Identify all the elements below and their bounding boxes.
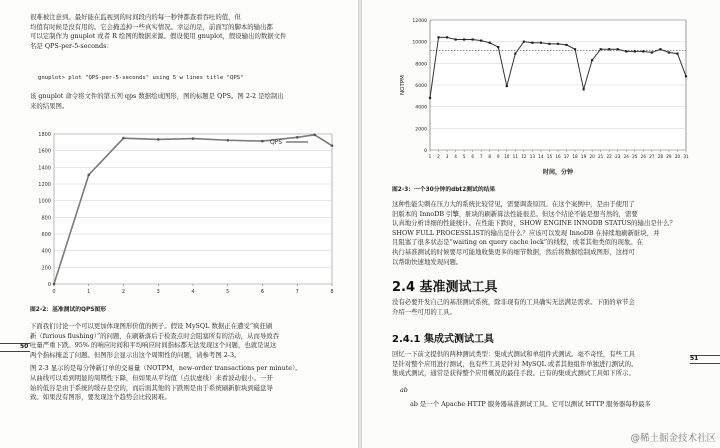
x-tick-label: 24 [623,154,629,159]
left-page [0,0,358,448]
page-number: 50 [20,343,29,350]
x-tick-label: 6 [471,154,475,159]
tool-term: ab [400,386,408,394]
x-tick-label: 7 [295,289,299,295]
x-tick-label: 6 [260,289,265,295]
x-tick-label: 3 [445,154,449,159]
data-point [523,41,525,43]
figure-caption: 图2-3：一个30分钟的dbt2测试的结果 [392,187,496,193]
y-tick-label: 400 [41,248,51,255]
data-point [429,97,431,99]
y-tick-label: 1400 [38,165,51,172]
x-tick-label: 26 [640,154,647,159]
text-line: 认真地分析详细的性能统计。在性能下跌时，SHOW ENGINE INNODB STATUS的输出是什么？ [392,219,676,228]
data-point [514,52,516,54]
text-line: SHOW FULL PROCESSLIST的输出是什么？应该可以发现 InnoDB 在持续地刷新脏块，并 [392,228,660,237]
x-tick-label: 10 [504,154,510,159]
x-tick-label: 2 [437,154,440,159]
after-command-paragraph [30,92,284,111]
text-line: 这种性能尖刺在压力大的系统比较常见，需要调查原因。在这个案例中，是由于使用了 [392,200,635,208]
data-point [122,137,125,140]
data-point [634,50,636,52]
y-tick-label: 8000 [415,62,427,68]
right-page [362,0,720,448]
x-tick-label: 16 [555,154,561,159]
y-tick-label: 1000 [38,198,51,205]
x-axis-label: 时间，分钟 [542,169,574,176]
text-line: 名是 QPS-per-5-seconds： [30,41,113,50]
data-point [157,138,160,141]
data-point [313,134,316,137]
y-tick-label: 0 [47,282,51,288]
notpm-line-chart [392,14,697,179]
page-number: 51 [690,355,699,362]
x-tick-label: 4 [454,154,457,159]
x-tick-label: 5 [226,289,230,295]
x-tick-label: 20 [589,154,595,159]
text-line: 吐量严重下跌。95% 的响应时间和平均响应时间指标都无法发现这个问题，也就是说这 [30,341,277,350]
x-tick-label: 19 [580,154,587,159]
x-tick-label: 18 [572,154,578,159]
data-point [463,38,465,40]
y-tick-label: 0 [424,149,427,154]
x-tick-label: 3 [156,289,160,295]
data-point [261,140,264,143]
x-tick-label: 28 [657,154,664,159]
data-point [437,36,439,38]
section-intro [392,298,635,317]
text-line: 集成式测试，通常是获得整个应用概况的最佳手段。已有的集成式测试工具如下所示。 [392,369,635,378]
gnuplot-command: gnuplot> plot "QPS-per-5-seconds" using 5 w lines title "QPS" [38,75,244,81]
text-line: 均值有时候是没有用的。它会掩盖掉一些真实情况。幸运的是，前面写的脚本的输出都 [30,22,273,31]
x-tick-label: 13 [529,154,536,159]
x-tick-label: 1 [87,289,91,295]
text-line: 该 gnuplot 命令将文件的第五列 qps 数据绘成图形，图的标题是 QPS。图 2-2 是绘制出 [30,92,284,100]
data-point [506,85,508,87]
figure-caption: 图2-2：基准测试的QPS图形 [30,307,106,313]
y-axis-label: NOTPM [400,75,406,95]
x-tick-label: 25 [632,154,638,159]
y-tick-label: 800 [41,215,51,222]
text-line: 没有必要开发自己的基准测试系统，除非现有的工具确实无法满足需求。下面的章节会 [392,298,635,306]
y-tick-label: 4000 [415,105,427,111]
data-point [642,50,644,52]
x-tick-label: 17 [563,154,570,159]
data-point [659,48,661,50]
analysis-paragraph [392,200,676,267]
x-tick-label: 21 [597,154,604,159]
data-point [685,75,687,77]
data-point [446,36,448,38]
data-point [540,42,542,44]
y-tick-label: 200 [41,265,51,272]
data-point [331,144,334,147]
body-paragraph [30,322,302,403]
x-tick-label: 5 [462,154,466,159]
data-point [192,137,195,140]
x-tick-label: 9 [496,154,500,159]
y-tick-label: 1600 [38,148,51,155]
intro-paragraph [30,13,286,51]
text-line: 新（furious flushing）”的问题，在刷新落后于检查点时会阻塞所有的活动，从而导致吞 [30,331,280,340]
x-tick-label: 23 [615,154,621,159]
text-line: 执行基准测试的时候要尽可能地收集更多的细节数据，然后将数据绘制成图形，这样可 [392,247,635,256]
text-line: 两个指标掩盖了问题。但图形会显示出这个周期性的问题，请参考图 2-3。 [30,350,241,359]
data-point [625,50,627,52]
x-tick-label: 8 [330,289,334,295]
x-tick-label: 30 [674,154,681,159]
data-point [651,51,653,53]
data-point [676,52,678,54]
data-point [296,136,299,139]
site-watermark: @稀土掘金技术社区 [630,433,716,444]
y-tick-label: 1200 [38,182,51,188]
text-line: 回忆一下前文提供的两种测试类型：集成式测试和单组件式测试。毫不奇怪，有些工具 [392,350,635,358]
text-line: 图 2-3 显示的是每分钟新订单的交易量（NOTPM，new-order transactions per minute）。 [30,364,302,373]
subsection-heading: 2.4.1 集成式测试工具 [392,334,494,345]
text-line: 以帮助快速地发现问题。 [392,257,463,266]
y-tick-label: 2000 [415,127,427,133]
data-point [472,38,474,40]
data-point [668,51,670,53]
data-point [617,48,619,50]
text-line: 可以定制作为 gnuplot 或者 R 绘图的数据来源。假设使用 gnuplot，假设输出的数据文件 [30,32,287,41]
x-tick-label: 1 [428,154,432,159]
data-point [574,48,576,50]
data-point [497,46,499,48]
x-tick-label: 0 [52,289,56,295]
text-line: 是针对整个应用进行测试，也有些工具是针对 MySQL 或者其他组件单独进行测试的。 [392,359,638,368]
data-point [226,139,229,142]
x-tick-label: 7 [479,154,483,159]
data-point [53,283,56,286]
text-line: 旧版本的 InnoDB 引擎，脏块的刷新算法性能很差。但这个结论不能是想当然的，需要 [392,209,638,218]
x-tick-label: 14 [538,154,544,159]
data-point [480,39,482,41]
data-point [557,43,559,45]
x-tick-label: 8 [488,154,492,159]
chart-legend-qps: QPS [270,139,283,146]
data-point [583,88,585,90]
plot-frame [54,134,332,284]
data-point [489,42,491,44]
subsection-paragraph [392,350,637,379]
data-point [600,48,602,50]
x-tick-label: 29 [666,154,672,159]
tool-description: ab 是一个 Apache HTTP 服务器基准测试工具。它可以测试 HTTP 服务器每秒最多 [410,400,651,408]
text-line: 下面我们讨论一个可以更加体现图形价值的例子。假设 MySQL 数据正在遭受“疯狂刷 [30,322,273,330]
text-line: 介绍一些可用的工具。 [392,307,456,316]
section-heading: 2.4 基准测试工具 [392,280,498,295]
data-point [565,44,567,46]
text-line: 很难被注意到。最好能在监视到的时间段内的每一秒钟都查看吞吐的值，但 [30,13,241,21]
y-tick-label: 6000 [415,84,427,89]
y-tick-label: 1800 [38,132,51,138]
text-line: 来的结果图。 [30,101,69,110]
data-point [531,42,533,44]
x-tick-label: 22 [606,154,612,159]
y-tick-label: 600 [41,232,51,238]
data-point [87,174,90,177]
text-line: 始的低谷是由于系统的缓存是空的，而后面其他的下跌则是由于系统刷新脏块到磁盘导 [30,383,273,392]
x-tick-label: 27 [649,154,655,159]
x-tick-label: 31 [683,154,689,159]
data-point [548,43,550,45]
x-tick-label: 12 [521,154,527,159]
data-point [455,38,457,40]
x-tick-label: 2 [121,289,126,295]
x-tick-label: 11 [512,154,519,159]
x-tick-label: 15 [546,154,553,159]
y-tick-label: 10000 [412,40,427,46]
y-tick-label: 12000 [412,19,427,24]
text-line: 从曲线可以看到明显的周期性下降，但如果从平均值（点状虚线）来看波动很小。一开 [30,373,273,382]
qps-line-chart [18,128,338,298]
text-line: 且阻塞了很多状态是“waiting on query cache lock”的线程，或者其他类似的现象。在 [392,238,644,247]
text-line: 致。如果没有图形，要发现这个趋势会比较困难。 [30,393,171,402]
data-point [591,59,593,61]
x-tick-label: 4 [191,289,195,295]
data-point [608,48,610,50]
